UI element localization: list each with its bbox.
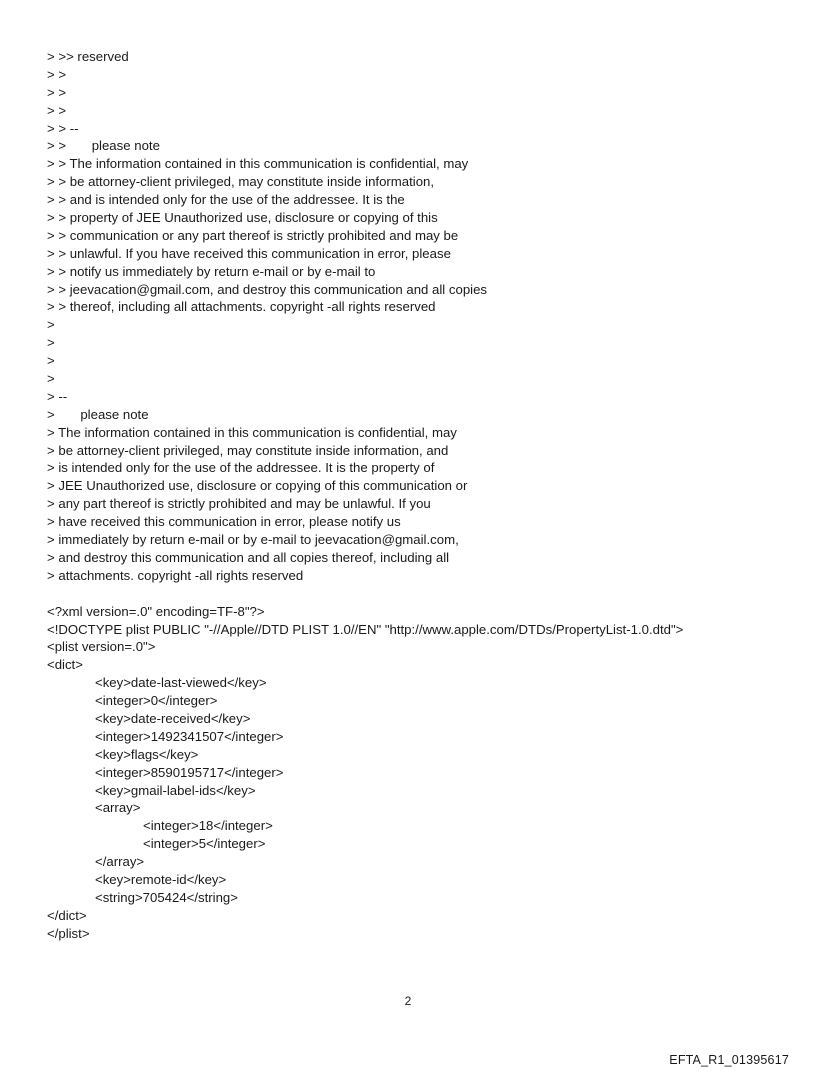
quoted-line: > > notify us immediately by return e-mail or by e-mail to: [47, 263, 376, 279]
plist-line: </dict>: [47, 907, 87, 923]
plist-metadata: [47, 603, 787, 943]
plist-line: <integer>5</integer>: [143, 836, 266, 852]
plist-line: <plist version=.0">: [47, 639, 156, 655]
quoted-line: > > The information contained in this communication is confidential, may: [47, 156, 469, 172]
email-document: [47, 48, 787, 943]
quoted-line: > > unlawful. If you have received this communication in error, please: [47, 245, 451, 261]
quoted-line: > > be attorney-client privileged, may constitute inside information,: [47, 174, 435, 190]
quoted-line: > > jeevacation@gmail.com, and destroy this communication and all copies: [47, 281, 488, 297]
quoted-line: > and destroy this communication and all copies thereof, including all: [47, 549, 450, 565]
quoted-line: > >: [47, 102, 67, 118]
bates-number: EFTA_R1_01395617: [669, 1053, 789, 1067]
quoted-block-1: [47, 48, 787, 316]
quoted-line: > >> reserved: [47, 49, 129, 64]
plist-line: <string>705424</string>: [95, 889, 238, 905]
quoted-line: > >: [47, 84, 67, 100]
quoted-line: > The information contained in this communication is confidential, may: [47, 424, 457, 440]
quoted-line: >: [47, 353, 55, 369]
plist-line: </array>: [95, 854, 145, 870]
quoted-line: > please note: [47, 406, 149, 422]
plist-line: <key>gmail-label-ids</key>: [95, 782, 256, 798]
page-number: 2: [404, 994, 412, 1008]
plist-line: <integer>18</integer>: [143, 818, 273, 834]
quoted-line: >: [47, 335, 55, 351]
plist-line: <array>: [95, 800, 141, 816]
quoted-line: > is intended only for the use of the addressee. It is the property of: [47, 460, 435, 476]
quoted-block-2: [47, 316, 787, 584]
plist-line: <?xml version=.0" encoding=TF-8"?>: [47, 603, 265, 619]
quoted-line: >: [47, 371, 55, 387]
plist-line: <dict>: [47, 657, 83, 673]
quoted-line: > >: [47, 66, 67, 82]
quoted-line: > > property of JEE Unauthorized use, disclosure or copying of this: [47, 210, 438, 226]
plist-line: <integer>1492341507</integer>: [95, 728, 284, 744]
plist-line: <integer>0</integer>: [95, 693, 218, 709]
quoted-line: > > --: [47, 120, 79, 136]
plist-line: <key>date-received</key>: [95, 710, 251, 726]
spacer: [47, 585, 787, 603]
quoted-line: > any part thereof is strictly prohibited and may be unlawful. If you: [47, 496, 431, 512]
quoted-line: > > thereof, including all attachments. copyright -all rights reserved: [47, 299, 436, 315]
quoted-line: > be attorney-client privileged, may constitute inside information, and: [47, 442, 449, 458]
plist-line: <key>remote-id</key>: [95, 871, 227, 887]
quoted-line: >: [47, 317, 55, 333]
quoted-line: > > communication or any part thereof is strictly prohibited and may be: [47, 227, 459, 243]
plist-line: <key>flags</key>: [95, 746, 199, 762]
quoted-line: > attachments. copyright -all rights reserved: [47, 567, 304, 583]
quoted-line: > JEE Unauthorized use, disclosure or copying of this communication or: [47, 478, 468, 494]
quoted-line: > have received this communication in error, please notify us: [47, 514, 401, 530]
plist-line: <!DOCTYPE plist PUBLIC "-//Apple//DTD PLIST 1.0//EN" "http://www.apple.com/DTDs/PropertyList-1.0.dtd">: [47, 621, 684, 637]
quoted-line: > > and is intended only for the use of the addressee. It is the: [47, 192, 405, 208]
quoted-line: > --: [47, 388, 68, 404]
quoted-line: > > please note: [47, 138, 160, 154]
quoted-line: > immediately by return e-mail or by e-mail to jeevacation@gmail.com,: [47, 532, 459, 548]
plist-line: <integer>8590195717</integer>: [95, 764, 284, 780]
plist-line: </plist>: [47, 925, 90, 941]
plist-line: <key>date-last-viewed</key>: [95, 675, 267, 691]
